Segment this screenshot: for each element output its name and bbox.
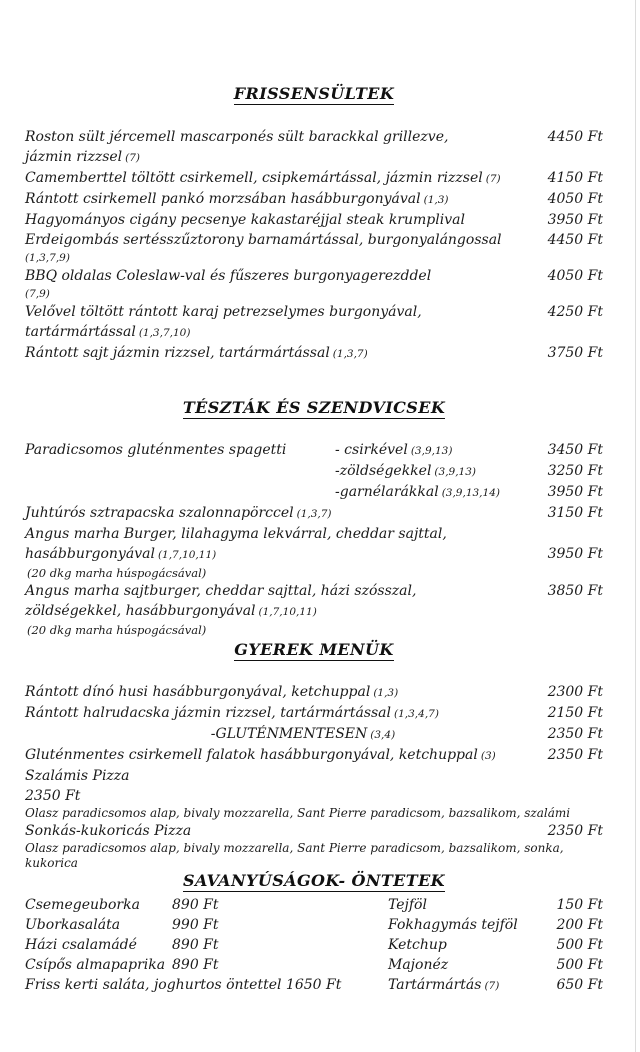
item-note: (20 dkg marha húspogácsával) (27, 623, 207, 637)
item-price: 3850 Ft (547, 583, 603, 599)
allergen-codes: (1,3,4,7) (394, 708, 439, 720)
menu-item-row (25, 302, 603, 322)
item-description: Olasz paradicsomos alap, bivaly mozzarella, Sant Pierre paradicsom, bazsalikom, sonka, (25, 841, 564, 855)
item-name: Ketchup (388, 937, 447, 953)
menu-item-row (25, 503, 603, 524)
item-name: Tartármártás (7) (388, 977, 500, 993)
menu-item-row (25, 935, 603, 955)
allergen-codes: (1,3,7,9) (25, 252, 70, 264)
item-variant: -zöldségekkel (3,9,13) (335, 463, 477, 479)
menu-item-row (25, 266, 603, 286)
item-name: Camemberttel töltött csirkemell, csipkemártással, jázmin rizzsel (7) (25, 170, 501, 186)
item-price: 3250 Ft (547, 463, 603, 479)
section-title-tesztak (25, 398, 603, 418)
item-name: Angus marha Burger, lilahagyma lekvárral, cheddar sajttal, (25, 526, 447, 542)
item-name: Szalámis Pizza (25, 768, 130, 784)
allergen-codes: (3,9,13) (434, 466, 477, 478)
item-name: Hagyományos cigány pecsenye kakastaréjjal steak krumplival (25, 212, 465, 228)
item-name: jázmin rizzsel (7) (25, 149, 141, 165)
allergen-codes: (1,3) (423, 194, 449, 206)
item-price: 3750 Ft (547, 345, 603, 361)
section-title-text: SAVANYÚSÁGOK- ÖNTETEK (183, 871, 445, 890)
item-price: 2350 Ft (547, 823, 603, 839)
menu-item-row (25, 322, 603, 343)
item-name: Csípős almapaprika (25, 957, 166, 973)
item-name: hasábburgonyával (1,7,10,11) (25, 546, 217, 562)
item-name: Fokhagymás tejföl (388, 917, 518, 933)
menu-item-row (25, 975, 603, 996)
item-price: 890 Ft (172, 957, 219, 973)
menu-item-row (25, 343, 603, 364)
item-price: 2300 Ft (547, 684, 603, 700)
item-name: Gluténmentes csirkemell falatok hasábburgonyával, ketchuppal (3) (25, 747, 496, 763)
item-price: 4050 Ft (547, 191, 603, 207)
item-name: Rántott halrudacska jázmin rizzsel, tartármártással (1,3,4,7) (25, 705, 439, 721)
item-name: Majonéz (388, 957, 449, 973)
menu-item-row (25, 682, 603, 703)
allergen-codes: (1,7,10,11) (157, 549, 217, 561)
item-name: Házi csalamádé (25, 937, 137, 953)
item-price-inline: 2350 Ft (25, 788, 81, 804)
item-name: Paradicsomos gluténmentes spagetti (25, 442, 287, 458)
menu-item-row (25, 821, 603, 841)
item-price: 2350 Ft (547, 726, 603, 742)
item-price: 4050 Ft (547, 268, 603, 284)
item-name: Erdeigombás sertésszűztorony barnamártással, burgonyalángossal (25, 232, 502, 248)
menu-item-row (25, 703, 603, 724)
item-name: Rántott dínó husi hasábburgonyával, ketchuppal (1,3) (25, 684, 399, 700)
allergen-codes: (3,9,13) (410, 445, 453, 457)
allergen-codes: (3,4) (370, 729, 396, 741)
item-price: 3950 Ft (547, 484, 603, 500)
item-name: Angus marha sajtburger, cheddar sajttal, házi szósszal, (25, 583, 417, 599)
item-name: Roston sült jércemell mascarponés sült barackkal grillezve, (25, 129, 449, 145)
item-price: 3950 Ft (547, 212, 603, 228)
item-name: Uborkasaláta (25, 917, 121, 933)
item-price: 3150 Ft (547, 505, 603, 521)
item-name: Juhtúrós sztrapacska szalonnapörccel (1,3,7) (25, 505, 332, 521)
allergen-codes: (7,9) (25, 288, 50, 300)
allergen-codes: (1,3,7) (332, 348, 368, 360)
menu-item-row (25, 766, 603, 786)
item-price: 3950 Ft (547, 546, 603, 562)
menu-item-row (25, 955, 603, 975)
menu-item-row (25, 461, 603, 482)
menu-item-row (25, 189, 603, 210)
menu-item-row (25, 915, 603, 935)
allergen-codes: (7) (484, 980, 500, 992)
allergen-codes: (7) (125, 152, 141, 164)
menu-item-row (25, 601, 603, 622)
item-price: 2150 Ft (547, 705, 603, 721)
section-title-savanyusagok (25, 871, 603, 891)
menu-item-row (25, 895, 603, 915)
menu-item-row (25, 745, 603, 766)
allergen-codes: (3,9,13,14) (441, 487, 500, 499)
section-title-frissensultek (25, 84, 603, 104)
item-price: 500 Ft (556, 957, 603, 973)
item-price: 890 Ft (172, 937, 219, 953)
menu-item-row (25, 210, 603, 230)
section-title-text: GYEREK MENÜK (234, 640, 394, 659)
item-variant: -garnélarákkal (3,9,13,14) (335, 484, 500, 500)
item-price: 990 Ft (172, 917, 219, 933)
item-name: Sonkás-kukoricás Pizza (25, 823, 192, 839)
item-price: 2350 Ft (547, 747, 603, 763)
menu-content (25, 0, 603, 996)
menu-item-row (25, 230, 603, 250)
menu-item-row (25, 147, 603, 168)
item-price: 3450 Ft (547, 442, 603, 458)
item-name: BBQ oldalas Coleslaw-val és fűszeres burgonyagerezddel (25, 268, 432, 284)
item-name: tartármártással (1,3,7,10) (25, 324, 191, 340)
item-name: Rántott csirkemell pankó morzsában hasábburgonyával (1,3) (25, 191, 449, 207)
allergen-codes: (1,7,10,11) (258, 606, 317, 618)
menu-item-row (25, 440, 603, 461)
item-name: zöldségekkel, hasábburgonyával (1,7,10,11) (25, 603, 317, 619)
allergen-codes: (1,3) (373, 687, 399, 699)
menu-item-row (25, 524, 603, 544)
menu-item-row (25, 127, 603, 147)
item-price: 4150 Ft (547, 170, 603, 186)
section-title-gyerek (25, 640, 603, 660)
menu-item-row (25, 544, 603, 565)
item-note: (20 dkg marha húspogácsával) (27, 566, 207, 580)
item-price: 4450 Ft (547, 129, 603, 145)
allergen-codes: (7) (485, 173, 501, 185)
page-edge-line (635, 0, 636, 1052)
item-price: 890 Ft (172, 897, 219, 913)
item-price: 500 Ft (556, 937, 603, 953)
item-price: 4250 Ft (547, 304, 603, 320)
item-name: Tejföl (388, 897, 427, 913)
menu-item-row (25, 786, 603, 806)
allergen-codes: (1,3,7,10) (138, 327, 191, 339)
item-name: Friss kerti saláta, joghurtos öntettel 1650 Ft (25, 977, 342, 993)
item-name: Velővel töltött rántott karaj petrezselymes burgonyával, (25, 304, 422, 320)
menu-item-row (25, 581, 603, 601)
item-description: Olasz paradicsomos alap, bivaly mozzarella, Sant Pierre paradicsom, bazsalikom, szalámi (25, 806, 571, 820)
menu-item-row (25, 168, 603, 189)
item-name: Csemegeuborka (25, 897, 140, 913)
item-price: 650 Ft (556, 977, 603, 993)
item-price: 4450 Ft (547, 232, 603, 248)
allergen-codes: (3) (480, 750, 496, 762)
item-price: 200 Ft (556, 917, 603, 933)
item-price: 150 Ft (556, 897, 603, 913)
item-variant: -GLUTÉNMENTESEN (3,4) (210, 726, 396, 742)
item-name: Rántott sajt jázmin rizzsel, tartármártással (1,3,7) (25, 345, 368, 361)
menu-item-row (25, 724, 603, 745)
allergen-codes: (1,3,7) (296, 508, 332, 520)
item-variant: - csirkével (3,9,13) (335, 442, 453, 458)
menu-item-row (25, 482, 603, 503)
section-title-text: TÉSZTÁK ÉS SZENDVICSEK (182, 398, 446, 417)
item-description: kukorica (25, 856, 78, 870)
section-title-text: FRISSENSÜLTEK (233, 84, 395, 103)
